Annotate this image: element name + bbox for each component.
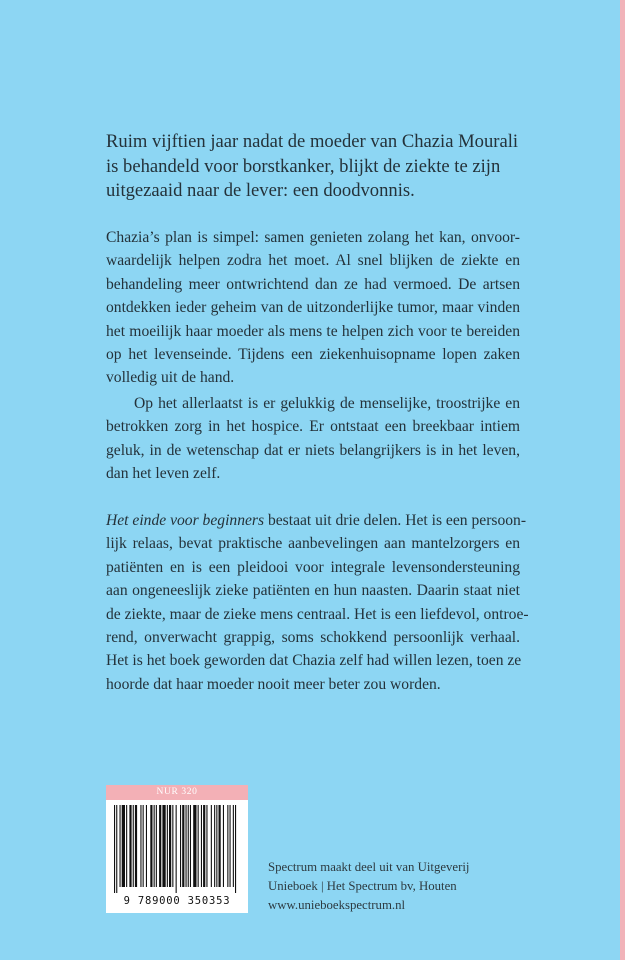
barcode-bar: [129, 805, 131, 887]
barcode-bar: [140, 805, 141, 887]
barcode-bar: [156, 805, 157, 887]
barcode-bar: [211, 805, 212, 887]
barcode-bar: [188, 805, 189, 887]
barcode-bar: [216, 805, 217, 887]
imprint-line: www.unieboekspectrum.nl: [268, 898, 406, 912]
barcode-bar: [162, 805, 165, 887]
barcode-bar: [122, 805, 125, 887]
barcode-bar: [198, 805, 199, 887]
text-line: dan het leven zelf.: [106, 465, 221, 483]
text-line: waardelijk helpen zodra het moet. Al snel blijken de ziekte en: [106, 252, 520, 270]
text-line: het moeilijk haar moeder als mens te helpen zich voor te bereiden: [106, 322, 520, 340]
barcode-bar: [201, 805, 202, 887]
barcode-bar: [167, 805, 168, 887]
text-line: Op het allerlaatst is er gelukkig de menselijke, troostrijke en: [134, 395, 520, 412]
barcode-bar: [214, 805, 215, 887]
nur-code-label: NUR 320: [106, 785, 248, 800]
text-line: de ziekte, maar de zieke mens centraal. Het is een liefdevol, ontroe-: [106, 605, 529, 623]
barcode-bar: [203, 805, 205, 887]
barcode-bar: [233, 805, 234, 887]
text-line: ontdekken ieder geheim van de uitzonderlijke tumor, maar vinden: [106, 299, 520, 317]
barcode-bar: [159, 805, 161, 887]
isbn-barcode: [106, 785, 248, 913]
text-line: [106, 509, 527, 532]
barcode-bar: [116, 805, 117, 893]
barcode-bar: [172, 805, 173, 887]
text-line: hoorde dat haar moeder nooit meer beter zou worden.: [106, 675, 441, 693]
barcode-bar: [126, 805, 127, 887]
barcode-bar: [227, 805, 228, 887]
text-line: aan ongeneeslijk zieke patiënten en hun naasten. Daarin staat niet: [106, 582, 520, 600]
barcode-bars: [112, 805, 242, 893]
barcode-bar: [190, 805, 191, 887]
barcode-bar: [114, 805, 115, 893]
barcode-bar: [206, 805, 207, 887]
barcode-bar: [223, 805, 224, 887]
publisher-imprint: [268, 858, 528, 915]
barcode-bar: [219, 805, 221, 887]
imprint-line: Spectrum maakt deel uit van Uitgeverij: [268, 860, 470, 874]
body-paragraph-2: [106, 392, 520, 486]
text-line: patiënten en is een pleidooi voor integrale levensondersteuning: [106, 558, 520, 576]
barcode-bar: [186, 805, 187, 887]
barcode-bar: [143, 805, 144, 887]
text-line: op het levenseinde. Tijdens een ziekenhuisopname lopen zaken: [106, 346, 520, 364]
text-line: Het is het boek geworden dat Chazia zelf had willen lezen, toen ze: [106, 652, 522, 670]
barcode-bar: [193, 805, 196, 887]
text-line: betrokken zorg in het hospice. Er ontstaat een breekbaar intiem: [106, 418, 520, 436]
text-line: geluk, in de wetenschap dat er niets belangrijkers is in het leven,: [106, 441, 520, 459]
lead-line: Ruim vijftien jaar nadat de moeder van Chazia Mourali: [106, 131, 519, 152]
body-paragraph-1: [106, 226, 520, 390]
imprint-line: Unieboek | Het Spectrum bv, Houten: [268, 879, 457, 893]
text-line: volledig uit de hand.: [106, 369, 235, 387]
barcode-bar: [169, 805, 171, 887]
body-paragraph-3: [106, 509, 529, 696]
barcode-bar: [135, 805, 137, 887]
book-title-italic: Het einde voor beginners: [106, 512, 265, 529]
barcode-bar: [150, 805, 152, 887]
barcode-bar: [154, 805, 155, 887]
barcode-bar: [230, 805, 231, 887]
lead-paragraph: [106, 130, 526, 204]
text-line: rend, onverwacht grappig, soms schokkend persoonlijk verhaal.: [106, 629, 520, 647]
barcode-bar: [146, 805, 147, 887]
barcode-bar: [176, 805, 177, 893]
barcode-bar: [120, 805, 121, 887]
isbn-digits: 9 789000 350353: [123, 895, 231, 907]
text-line: lijk relaas, bevat praktische aanbevelingen aan mantelzorgers en: [106, 535, 520, 553]
lead-line: uitgezaaid naar de lever: een doodvonnis.: [106, 180, 415, 201]
barcode-bar: [133, 805, 134, 887]
text-fragment: bestaat uit drie delen. Het is een persoon-: [264, 512, 527, 529]
lead-line: is behandeld voor borstkanker, blijkt de ziekte te zijn: [106, 155, 501, 177]
barcode-bar: [180, 805, 181, 887]
barcode-bar: [182, 805, 184, 887]
spine-edge-stripe: [620, 0, 625, 960]
text-line: Chazia’s plan is simpel: samen genieten zolang het kan, onvoor-: [106, 229, 520, 246]
barcode-bar: [235, 805, 236, 893]
text-line: behandeling meer ontwrichtend dan ze had vermoed. De artsen: [106, 275, 520, 293]
